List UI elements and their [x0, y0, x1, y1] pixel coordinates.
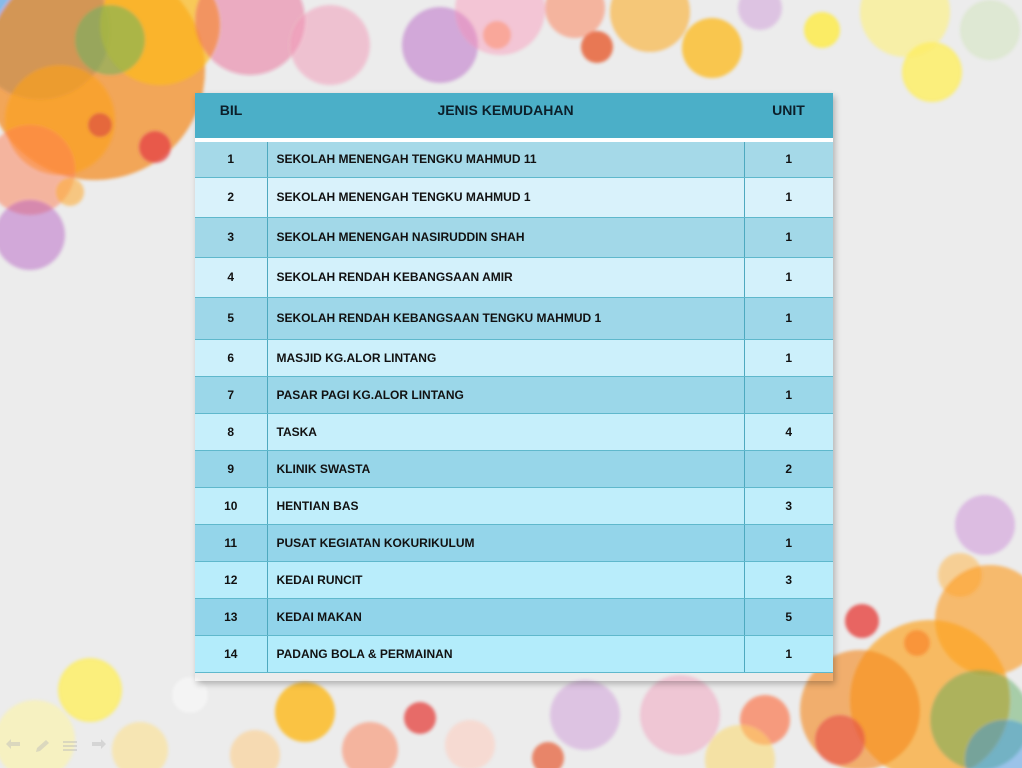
- row-unit-cell: 5: [744, 598, 833, 635]
- row-unit-cell: 1: [744, 177, 833, 217]
- row-bil-cell: 11: [195, 524, 267, 561]
- row-facility-name-cell: SEKOLAH RENDAH KEBANGSAAN TENGKU MAHMUD 1: [267, 297, 744, 339]
- row-facility-name-cell: SEKOLAH MENENGAH NASIRUDDIN SHAH: [267, 217, 744, 257]
- previous-slide-icon[interactable]: [6, 739, 22, 753]
- row-unit-cell: 4: [744, 413, 833, 450]
- row-facility-name-cell: KEDAI MAKAN: [267, 598, 744, 635]
- row-facility-name-cell: TASKA: [267, 413, 744, 450]
- row-facility-name-cell: SEKOLAH RENDAH KEBANGSAAN AMIR: [267, 257, 744, 297]
- row-unit-cell: 1: [744, 376, 833, 413]
- row-bil-cell: 1: [195, 140, 267, 177]
- row-bil-cell: 3: [195, 217, 267, 257]
- row-bil-cell: 2: [195, 177, 267, 217]
- slideshow-toolbar: [6, 739, 106, 753]
- row-facility-name-cell: PUSAT KEGIATAN KOKURIKULUM: [267, 524, 744, 561]
- table-row: [195, 140, 833, 177]
- row-unit-cell: 3: [744, 487, 833, 524]
- row-facility-name-cell: KLINIK SWASTA: [267, 450, 744, 487]
- row-facility-name-cell: SEKOLAH MENENGAH TENGKU MAHMUD 1: [267, 177, 744, 217]
- facilities-table: [195, 93, 833, 673]
- row-bil-cell: 13: [195, 598, 267, 635]
- row-bil-cell: 6: [195, 339, 267, 376]
- menu-icon[interactable]: [62, 739, 78, 753]
- facilities-table-container: [195, 93, 833, 681]
- table-row: [195, 635, 833, 672]
- row-unit-cell: 1: [744, 524, 833, 561]
- table-row: [195, 598, 833, 635]
- row-facility-name-cell: SEKOLAH MENENGAH TENGKU MAHMUD 11: [267, 140, 744, 177]
- row-bil-cell: 12: [195, 561, 267, 598]
- table-row: [195, 561, 833, 598]
- table-row: [195, 524, 833, 561]
- row-facility-name-cell: PADANG BOLA & PERMAINAN: [267, 635, 744, 672]
- table-row: [195, 217, 833, 257]
- column-header-jenis-kemudahan: JENIS KEMUDAHAN: [267, 93, 744, 140]
- table-row: [195, 487, 833, 524]
- row-unit-cell: 3: [744, 561, 833, 598]
- table-row: [195, 177, 833, 217]
- row-unit-cell: 1: [744, 217, 833, 257]
- row-unit-cell: 1: [744, 297, 833, 339]
- row-unit-cell: 1: [744, 257, 833, 297]
- table-row: [195, 339, 833, 376]
- next-slide-icon[interactable]: [90, 739, 106, 753]
- row-facility-name-cell: HENTIAN BAS: [267, 487, 744, 524]
- row-bil-cell: 8: [195, 413, 267, 450]
- row-facility-name-cell: KEDAI RUNCIT: [267, 561, 744, 598]
- row-bil-cell: 4: [195, 257, 267, 297]
- table-row: [195, 413, 833, 450]
- pen-icon[interactable]: [34, 739, 50, 753]
- row-unit-cell: 1: [744, 339, 833, 376]
- table-row: [195, 297, 833, 339]
- table-header-row: [195, 93, 833, 140]
- table-row: [195, 376, 833, 413]
- row-unit-cell: 1: [744, 140, 833, 177]
- row-unit-cell: 2: [744, 450, 833, 487]
- table-row: [195, 450, 833, 487]
- table-body: [195, 140, 833, 672]
- table-row: [195, 257, 833, 297]
- row-bil-cell: 14: [195, 635, 267, 672]
- column-header-bil: BIL: [195, 93, 267, 140]
- row-facility-name-cell: MASJID KG.ALOR LINTANG: [267, 339, 744, 376]
- column-header-unit: UNIT: [744, 93, 833, 140]
- row-bil-cell: 9: [195, 450, 267, 487]
- row-bil-cell: 10: [195, 487, 267, 524]
- row-bil-cell: 7: [195, 376, 267, 413]
- row-unit-cell: 1: [744, 635, 833, 672]
- row-facility-name-cell: PASAR PAGI KG.ALOR LINTANG: [267, 376, 744, 413]
- row-bil-cell: 5: [195, 297, 267, 339]
